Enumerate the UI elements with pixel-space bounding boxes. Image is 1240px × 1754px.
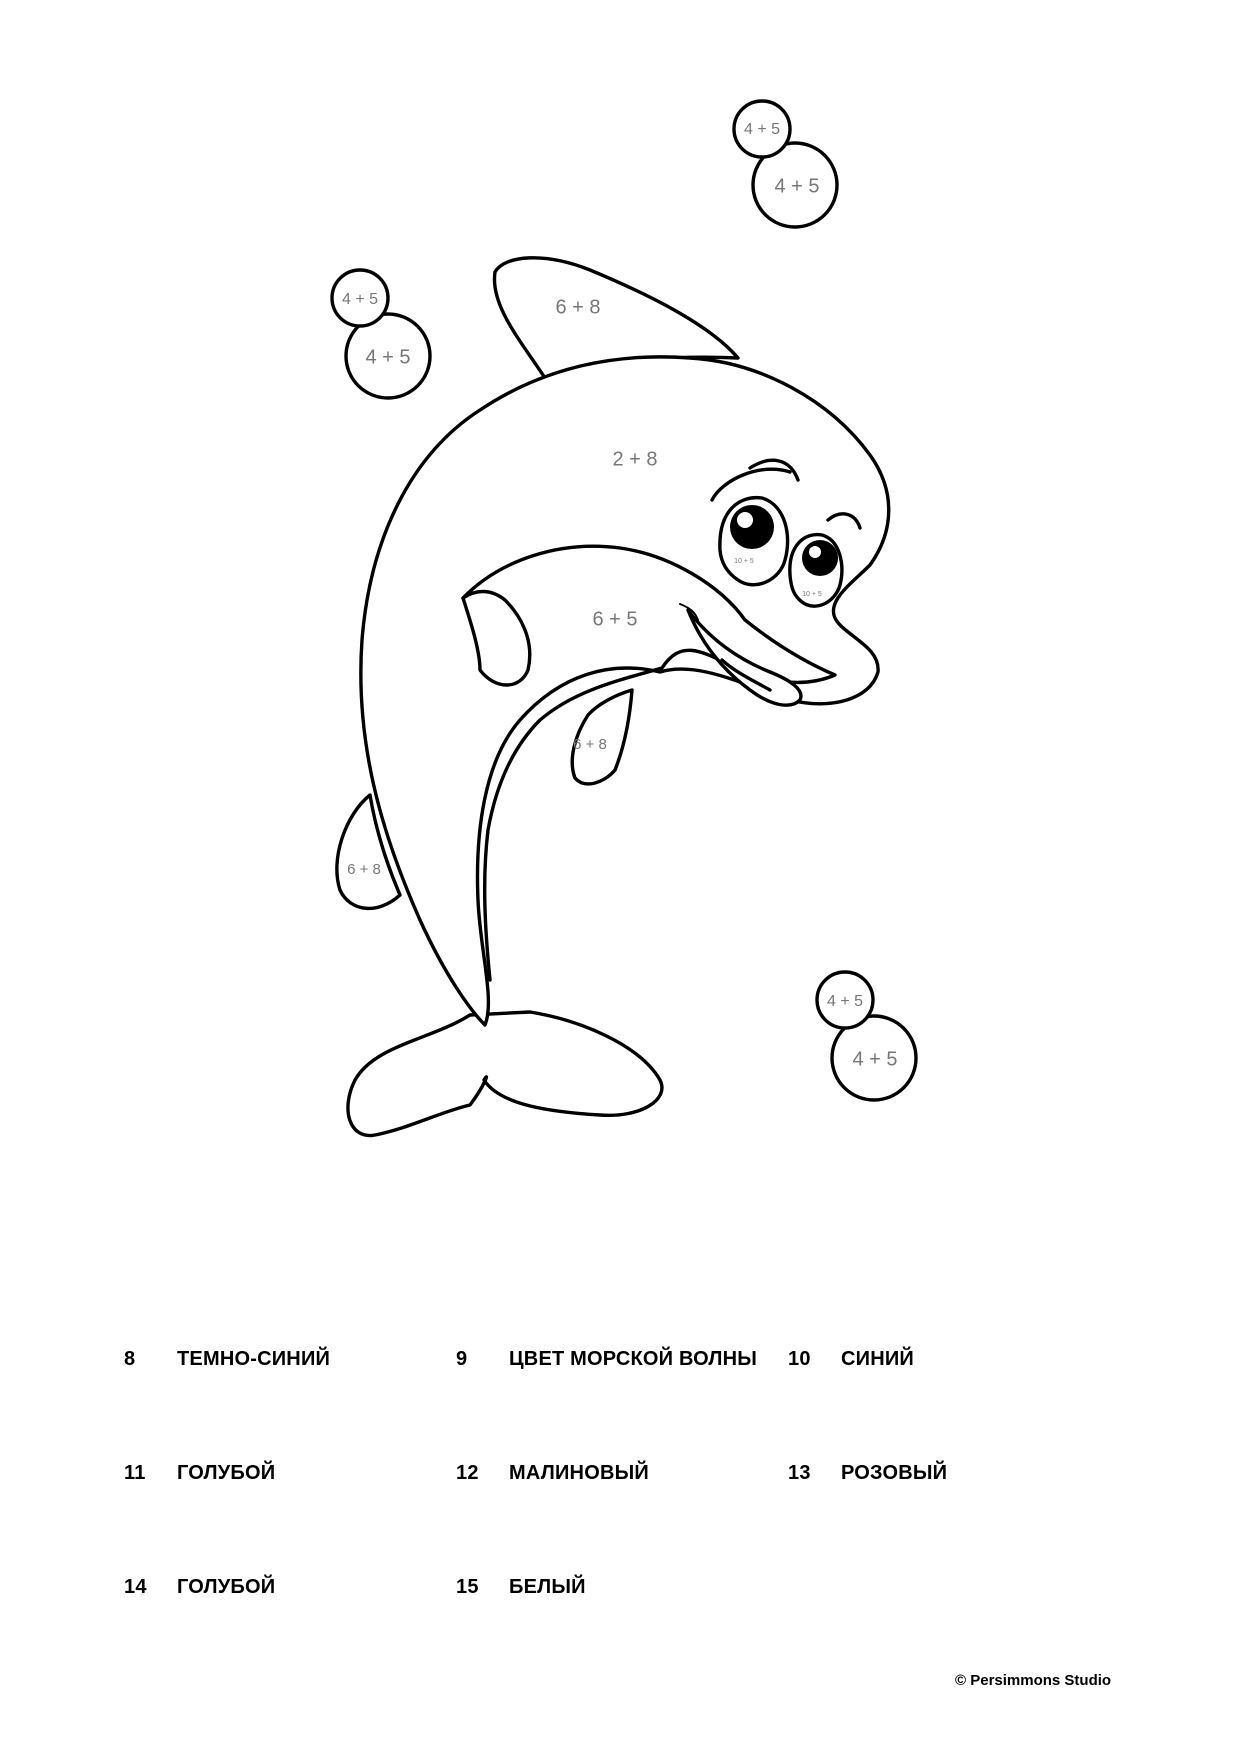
bubble-3-small-label: 4 + 5 — [826, 993, 864, 1011]
legend-number: 11 — [124, 1462, 146, 1484]
bubble-group-top-left — [332, 270, 430, 398]
legend-color-name: ГОЛУБОЙ — [177, 1576, 276, 1598]
bubble-1-large-label: 4 + 5 — [774, 175, 820, 198]
left-eye-highlight — [737, 512, 753, 528]
bubble-1-small-label: 4 + 5 — [743, 121, 781, 139]
copyright-notice: © Persimmons Studio — [955, 1672, 1112, 1689]
legend-color-name: БЕЛЫЙ — [509, 1576, 586, 1598]
bubble-3-large-label: 4 + 5 — [852, 1048, 898, 1071]
legend-number: 13 — [788, 1462, 811, 1484]
legend-number: 10 — [788, 1348, 811, 1370]
left-eye-label: 10 + 5 — [734, 557, 754, 565]
back-flipper-label: 6 + 8 — [347, 860, 381, 878]
dolphin — [337, 258, 889, 1136]
legend-number: 14 — [124, 1576, 147, 1598]
bubble-2-small-label: 4 + 5 — [341, 291, 379, 309]
legend-number: 9 — [456, 1348, 468, 1370]
legend-color-name: РОЗОВЫЙ — [841, 1462, 948, 1484]
legend-color-name: СИНИЙ — [841, 1348, 915, 1370]
legend-color-name: ТЕМНО-СИНИЙ — [177, 1348, 331, 1370]
front-flipper-label: 6 + 8 — [573, 735, 607, 753]
legend-color-name: МАЛИНОВЫЙ — [509, 1462, 649, 1484]
right-eye-label: 10 + 5 — [802, 590, 822, 598]
legend-color-name: ГОЛУБОЙ — [177, 1462, 276, 1484]
legend-number: 8 — [124, 1348, 136, 1370]
legend-number: 12 — [456, 1462, 479, 1484]
right-eye-highlight — [809, 546, 821, 558]
bubble-group-bottom-right — [817, 972, 916, 1100]
legend-color-name: ЦВЕТ МОРСКОЙ ВОЛНЫ — [509, 1348, 758, 1370]
bubble-2-large-label: 4 + 5 — [365, 346, 411, 369]
left-pupil — [730, 505, 774, 549]
right-pupil — [802, 540, 838, 576]
head-label: 2 + 8 — [612, 448, 658, 471]
bubble-group-top-right — [734, 101, 837, 227]
dorsal-fin-label: 6 + 8 — [555, 296, 601, 319]
tail-fluke-shape[interactable] — [348, 1012, 662, 1136]
belly-label: 6 + 5 — [592, 608, 638, 631]
legend-number: 15 — [456, 1576, 479, 1598]
